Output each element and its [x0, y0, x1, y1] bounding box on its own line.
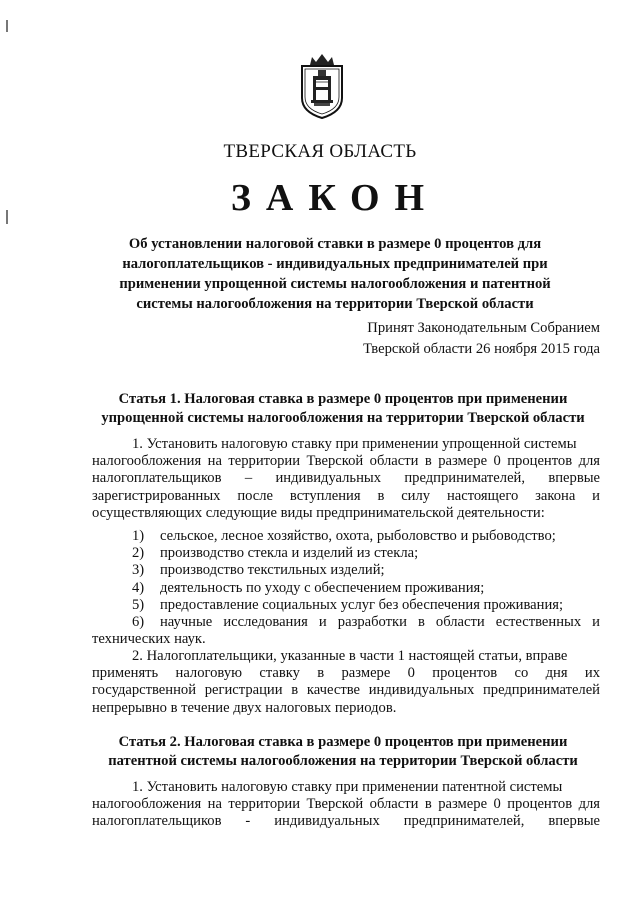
list-item-text: производство текстильных изделий; [160, 562, 385, 579]
paragraph-line: налогоплательщиков - индивидуальных предпринимателей, впервые [92, 813, 600, 830]
list-item [92, 545, 600, 562]
article-1-part-1 [92, 436, 600, 522]
article-title-line: упрощенной системы налогообложения на территории Тверской области [101, 410, 585, 426]
law-subject-title [100, 234, 570, 314]
paragraph-line: государственной регистрации в качестве индивидуальных предпринимателей [92, 682, 600, 699]
list-item-number: 3) [132, 562, 145, 579]
list-item-number: 6) [132, 614, 145, 631]
article-title-line: Статья 1. Налоговая ставка в размере 0 процентов при применении [118, 391, 568, 407]
coat-of-arms-emblem [299, 52, 345, 120]
list-item-number: 4) [132, 579, 145, 596]
article-1-part-2 [92, 648, 600, 717]
list-item-text: предоставление социальных услуг без обеспечения проживания; [160, 596, 564, 613]
list-item [92, 562, 600, 579]
list-item-text: научные исследования и разработки в области естественных и [160, 614, 600, 631]
article-title-line: Статья 2. Налоговая ставка в размере 0 процентов при применении [118, 734, 568, 750]
paragraph-line: 2. Налогоплательщики, указанные в части 1 настоящей статьи, вправе [132, 648, 568, 664]
list-item-number: 1) [132, 528, 145, 544]
subject-line: системы налогообложения на территории Тверской области [136, 296, 534, 312]
activity-list [92, 528, 600, 648]
paragraph-line: осуществляющих следующие виды предпринимательской деятельности: [92, 504, 545, 521]
paragraph-line: налогообложения на территории Тверской области в размере 0 процентов для [92, 453, 600, 470]
paragraph-line: 1. Установить налоговую ставку при применении патентной системы [132, 779, 563, 795]
paragraph-line: 1. Установить налоговую ставку при применении упрощенной системы [132, 436, 577, 452]
list-item-text: деятельность по уходу с обеспечением проживания; [160, 579, 485, 596]
adoption-line: Принят Законодательным Собранием [367, 320, 600, 336]
subject-line: Об установлении налоговой ставки в размере 0 процентов для [128, 236, 542, 252]
paragraph-line: непрерывно в течение двух налоговых периодов. [92, 699, 397, 716]
adoption-line: Тверской области 26 ноября 2015 года [363, 341, 600, 357]
scan-edge-mark [6, 20, 8, 32]
region-name: ТВЕРСКАЯ ОБЛАСТЬ [223, 141, 417, 162]
paragraph-line: зарегистрированных после вступления в силу настоящего закона и [92, 487, 600, 504]
subject-line: применении упрощенной системы налогообложения и патентной [119, 276, 551, 292]
list-item [92, 614, 600, 631]
article-2-title [80, 733, 606, 771]
list-item-text: производство стекла и изделий из стекла; [160, 545, 419, 562]
paragraph-line: налогообложения на территории Тверской области в размере 0 процентов для [92, 796, 600, 813]
list-item-continuation: технических наук. [92, 631, 206, 648]
article-2-part-1 [92, 779, 600, 831]
list-item-number: 5) [132, 596, 145, 613]
article-title-line: патентной системы налогообложения на территории Тверской области [108, 753, 578, 769]
adoption-note [363, 318, 600, 360]
article-1-title [80, 390, 606, 428]
list-item-number: 2) [132, 545, 145, 562]
list-item [92, 597, 600, 614]
paragraph-line: применять налоговую ставку в размере 0 процентов со дня их [92, 665, 600, 682]
document-type-title: ЗАКОН [230, 177, 440, 219]
list-item-text: сельское, лесное хозяйство, охота, рыболовство и рыбоводство; [160, 528, 556, 544]
list-item [92, 528, 600, 545]
subject-line: налогоплательщиков - индивидуальных предпринимателей при [122, 256, 548, 272]
list-item [92, 580, 600, 597]
paragraph-line: налогоплательщиков – индивидуальных предпринимателей, впервые [92, 470, 600, 487]
